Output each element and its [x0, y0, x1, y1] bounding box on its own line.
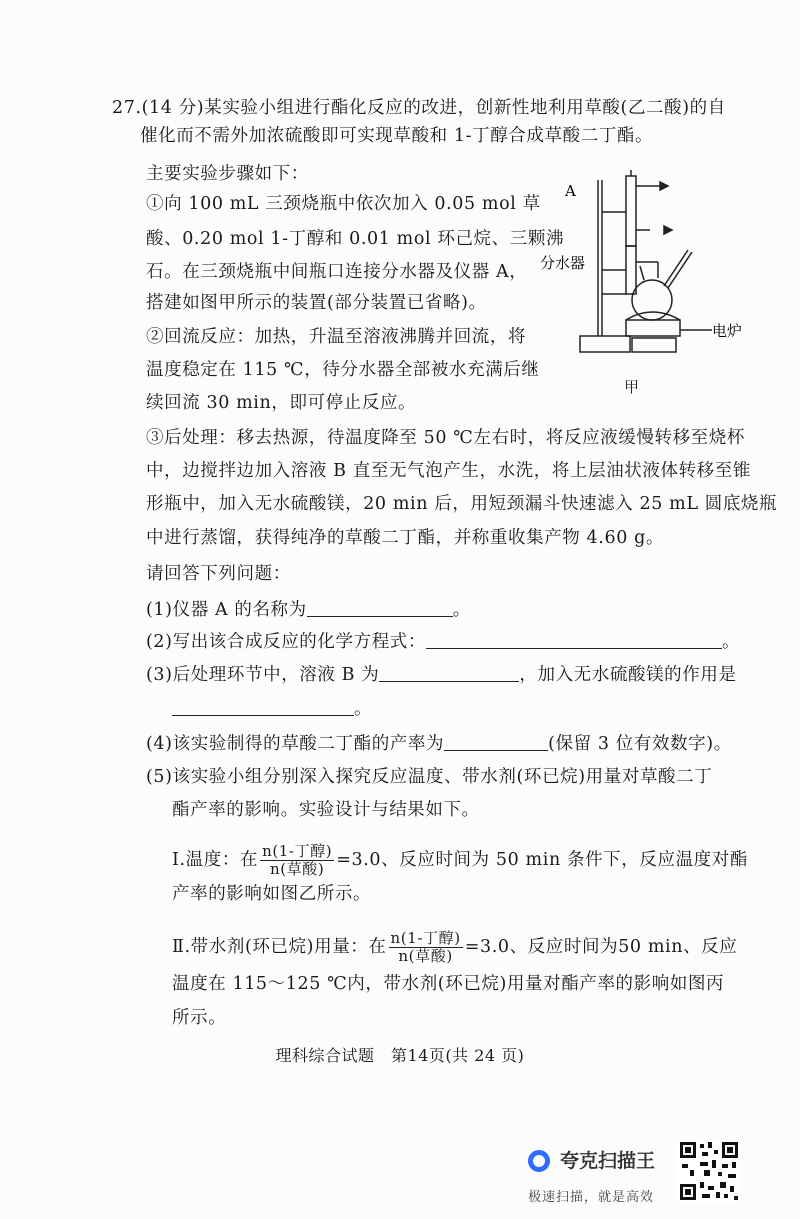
- q1: [146, 598, 471, 622]
- step2-line2: 温度稳定在 115 ℃，待分水器全部被水充满后继: [146, 360, 540, 380]
- q5-line1: (5)该实验小组分别深入探究反应温度、带水剂(环已烷)用量对草酸二丁: [146, 767, 713, 787]
- q4-text: (4)该实验制得的草酸二丁酯的产率为: [146, 734, 445, 754]
- step1-line1: ①向 100 mL 三颈烧瓶中依次加入 0.05 mol 草: [146, 194, 541, 214]
- q2-answer-blank[interactable]: [426, 630, 722, 649]
- q3-answer-blank-1[interactable]: [379, 663, 519, 682]
- ask-line: 请回答下列问题：: [146, 564, 291, 584]
- q5-part1-fraction: [260, 843, 334, 878]
- steps-title: 主要实验步骤如下：: [146, 164, 309, 184]
- step3-line2: 中，边搅拌边加入溶液 B 直至无气泡产生，水洗，将上层油状液体转移至锥: [146, 461, 751, 481]
- q4-answer-blank[interactable]: [444, 732, 548, 751]
- step1-line3: 石。在三颈烧瓶中间瓶口连接分水器及仪器 A，: [146, 262, 528, 282]
- q3-answer-blank-2[interactable]: [172, 697, 354, 716]
- q2: [146, 630, 740, 654]
- q5-part2: [172, 925, 737, 969]
- qr-code-icon: [678, 1140, 740, 1202]
- fraction-numerator: n(1-丁醇): [262, 842, 333, 860]
- page-footer: 理科综合试题 第14页(共 24 页): [275, 1046, 525, 1065]
- question-header: 27.(14 分)某实验小组进行酯化反应的改进，创新性地利用草酸(乙二酸)的自: [112, 98, 726, 118]
- step3-line3: 形瓶中，加入无水硫酸镁，20 min 后，用短颈漏斗快速滤入 25 mL 圆底烧瓶: [146, 494, 778, 514]
- watermark-subtitle: 极速扫描，就是高效: [528, 1190, 655, 1205]
- q5-part2-pre: Ⅱ.带水剂(环已烷)用量：在: [172, 937, 387, 957]
- q5-part2-post: =3.0、反应时间为50 min、反应: [464, 937, 738, 957]
- q5-part2-line3: 所示。: [172, 1008, 227, 1028]
- step3-line4: 中进行蒸馏，获得纯净的草酸二丁酯，并称重收集产物 4.60 g。: [146, 528, 664, 548]
- step1-line4: 搭建如图甲所示的装置(部分装置已省略)。: [146, 293, 487, 313]
- q3-end: 。: [354, 699, 373, 719]
- question-header-cont: 催化而不需外加浓硫酸即可实现草酸和 1-丁醇合成草酸二丁酯。: [140, 126, 654, 146]
- q5-part1-line2: 产率的影响如图乙所示。: [172, 884, 372, 904]
- q5-part1-post: =3.0、反应时间为 50 min 条件下，反应温度对酯: [336, 850, 748, 870]
- step2-line3: 续回流 30 min，即可停止反应。: [146, 393, 417, 413]
- q5-part2-line2: 温度在 115～125 ℃内，带水剂(环已烷)用量对酯产率的影响如图丙: [172, 974, 725, 994]
- figure-caption: 甲: [624, 378, 640, 396]
- q1-text: (1)仪器 A 的名称为: [146, 600, 307, 620]
- q5-part1: [172, 838, 748, 882]
- q4: [146, 732, 732, 756]
- q3-cont: [172, 697, 372, 721]
- q1-end: 。: [452, 600, 471, 620]
- q2-end: 。: [722, 632, 741, 652]
- fraction-denominator: n(草酸): [269, 860, 325, 878]
- q4-end: (保留 3 位有效数字)。: [548, 734, 732, 754]
- q2-text: (2)写出该合成反应的化学方程式：: [146, 632, 426, 652]
- q3-text: (3)后处理环节中，溶液 B 为: [146, 665, 380, 685]
- q5-part2-fraction: [389, 930, 463, 965]
- label-water-separator: 分水器: [540, 254, 586, 272]
- q5-line2: 酯产率的影响。实验设计与结果如下。: [172, 800, 480, 820]
- q3-mid: ，加入无水硫酸镁的作用是: [519, 665, 737, 685]
- q1-answer-blank[interactable]: [307, 598, 453, 617]
- apparatus-figure: [540, 170, 760, 365]
- step1-line2: 酸、0.20 mol 1-丁醇和 0.01 mol 环己烷、三颗沸: [146, 229, 565, 249]
- label-a: A: [565, 182, 576, 200]
- step2-line1: ②回流反应：加热，升温至溶液沸腾并回流，将: [146, 327, 527, 347]
- fraction-numerator: n(1-丁醇): [390, 929, 461, 947]
- q3: [146, 663, 737, 687]
- label-stove: 电炉: [712, 322, 743, 340]
- watermark-title: 夸克扫描王: [560, 1150, 656, 1172]
- q5-part1-pre: Ⅰ.温度：在: [172, 850, 259, 870]
- step3-line1: ③后处理：移去热源，待温度降至 50 ℃左右时，将反应液缓慢转移至烧杯: [146, 428, 745, 448]
- fraction-denominator: n(草酸): [398, 947, 453, 965]
- scanner-logo-icon: [528, 1150, 550, 1172]
